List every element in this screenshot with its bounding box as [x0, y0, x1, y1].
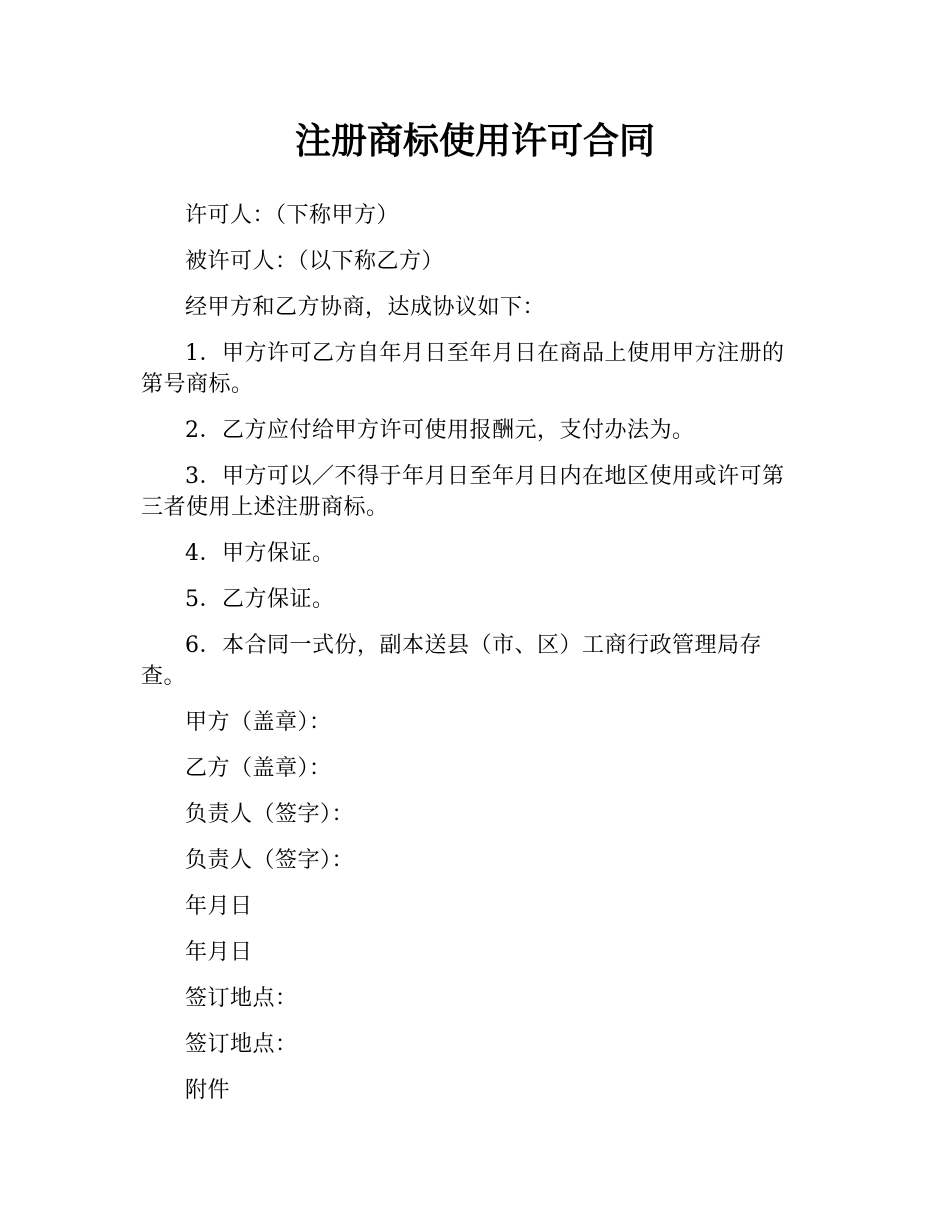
attachment-line: 附件 [185, 1078, 231, 1103]
party-a-seal: 甲方（盖章）： [185, 710, 332, 735]
party-b-seal: 乙方（盖章）： [185, 756, 332, 781]
licensor-line: 许可人：（下称甲方） [185, 203, 400, 228]
clause-5: 5．乙方保证。 [185, 587, 335, 612]
clause-4: 4．甲方保证。 [185, 541, 335, 566]
document-body [141, 200, 793, 1121]
agreement-intro: 经甲方和乙方协商，达成协议如下： [185, 295, 546, 320]
clause-2: 2．乙方应付给甲方许可使用报酬元，支付办法为。 [185, 418, 695, 443]
party-a-date: 年月日 [185, 894, 253, 919]
party-b-date: 年月日 [185, 940, 253, 965]
clause-1: 1．甲方许可乙方自年月日至年月日在商品上使用甲方注册的第号商标。 [141, 341, 785, 397]
document-title: 注册商标使用许可合同 [294, 121, 655, 162]
clause-6: 6．本合同一式份，副本送县（市、区）工商行政管理局存查。 [141, 633, 762, 689]
party-b-signing-place: 签订地点： [185, 1032, 298, 1057]
licensee-line: 被许可人：（以下称乙方） [185, 249, 445, 274]
party-b-signatory: 负责人（签字）： [185, 848, 355, 873]
party-a-signatory: 负责人（签字）： [185, 802, 355, 827]
clause-3: 3．甲方可以／不得于年月日至年月日内在地区使用或许可第三者使用上述注册商标。 [141, 464, 785, 520]
party-a-signing-place: 签订地点： [185, 986, 298, 1011]
